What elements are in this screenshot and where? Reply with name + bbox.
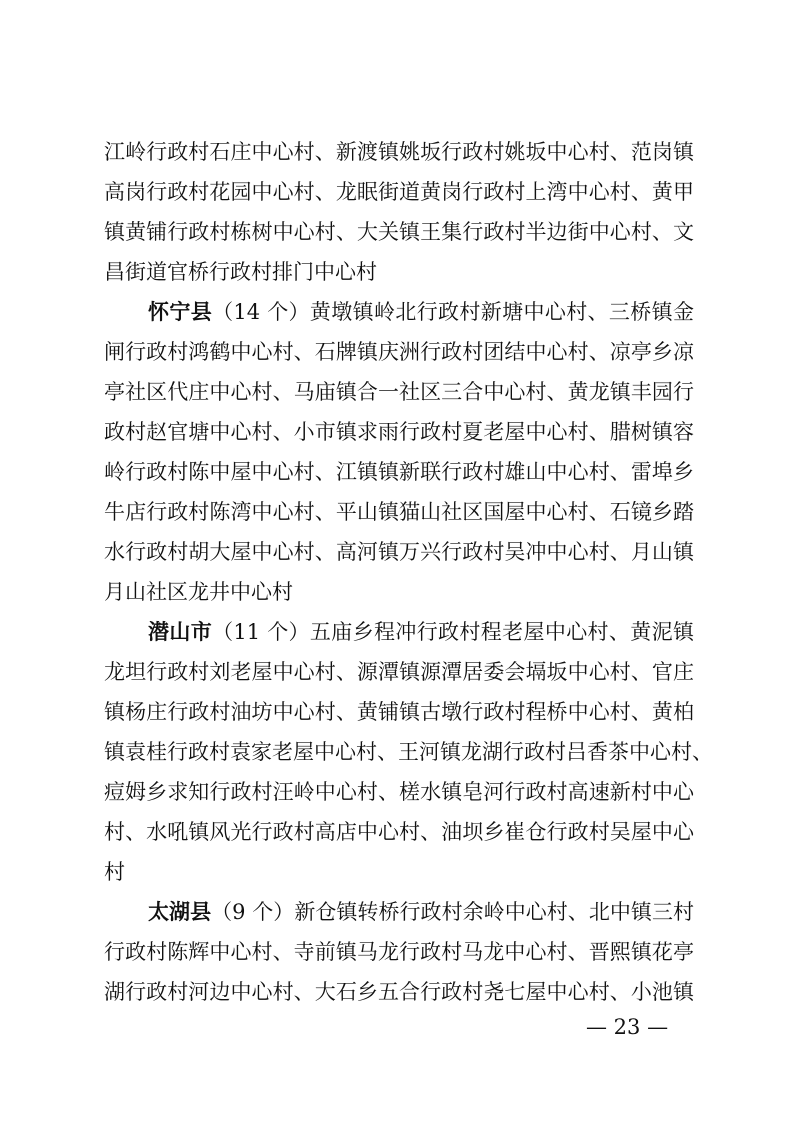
- text-line: 高岗行政村花园中心村、龙眠街道黄岗行政村上湾中心村、黄甲: [104, 180, 694, 204]
- text-line: 岭行政村陈中屋中心村、江镇镇新联行政村雄山中心村、雷埠乡: [104, 460, 694, 484]
- text-line: 月山社区龙井中心村: [104, 580, 293, 604]
- county-name: 潜山市: [148, 620, 213, 644]
- text-line: 昌街道官桥行政村排门中心村: [104, 260, 377, 284]
- county-name: 太湖县: [148, 900, 212, 924]
- text-line: 村: [104, 860, 125, 884]
- text-span: （11 个）五庙乡程冲行政村程老屋中心村、黄泥镇: [212, 620, 694, 644]
- section-first-line: [148, 292, 694, 332]
- text-line: 龙坦行政村刘老屋中心村、源潭镇源潭居委会塥坂中心村、官庄: [104, 660, 694, 684]
- text-line: 镇杨庄行政村油坊中心村、黄铺镇古墩行政村程桥中心村、黄柏: [104, 700, 694, 724]
- text-line: 镇黄铺行政村栋树中心村、大关镇王集行政村半边街中心村、文: [104, 220, 694, 244]
- text-line: 亭社区代庄中心村、马庙镇合一社区三合中心村、黄龙镇丰园行: [104, 380, 694, 404]
- section-first-line: [148, 612, 694, 652]
- text-line: 牛店行政村陈湾中心村、平山镇猫山社区国屋中心村、石镜乡踏: [104, 500, 694, 524]
- text-line: 水行政村胡大屋中心村、高河镇万兴行政村吴冲中心村、月山镇: [104, 540, 694, 564]
- section-first-line: [148, 892, 694, 932]
- text-line: 镇袁桂行政村袁家老屋中心村、王河镇龙湖行政村吕香茶中心村、: [104, 740, 713, 764]
- text-line: 行政村陈辉中心村、寺前镇马龙行政村马龙中心村、晋熙镇花亭: [104, 940, 694, 964]
- text-line: 湖行政村河边中心村、大石乡五合行政村尧七屋中心村、小池镇: [104, 980, 694, 1004]
- text-line: 江岭行政村石庄中心村、新渡镇姚坂行政村姚坂中心村、范岗镇: [104, 140, 694, 164]
- county-name: 怀宁县: [148, 300, 213, 324]
- text-span: （14 个）黄墩镇岭北行政村新塘中心村、三桥镇金: [212, 300, 694, 324]
- text-line: 痘姆乡求知行政村汪岭中心村、槎水镇皂河行政村高速新村中心: [104, 780, 694, 804]
- text-line: 闸行政村鸿鹤中心村、石牌镇庆洲行政村团结中心村、凉亭乡凉: [104, 340, 694, 364]
- text-line: 政村赵官塘中心村、小市镇求雨行政村夏老屋中心村、腊树镇容: [104, 420, 694, 444]
- text-line: 村、水吼镇风光行政村高店中心村、油坝乡崔仓行政村吴屋中心: [104, 820, 694, 844]
- text-span: （9 个）新仓镇转桥行政村余岭中心村、北中镇三村: [211, 900, 694, 924]
- page-number: — 23 —: [586, 1015, 669, 1039]
